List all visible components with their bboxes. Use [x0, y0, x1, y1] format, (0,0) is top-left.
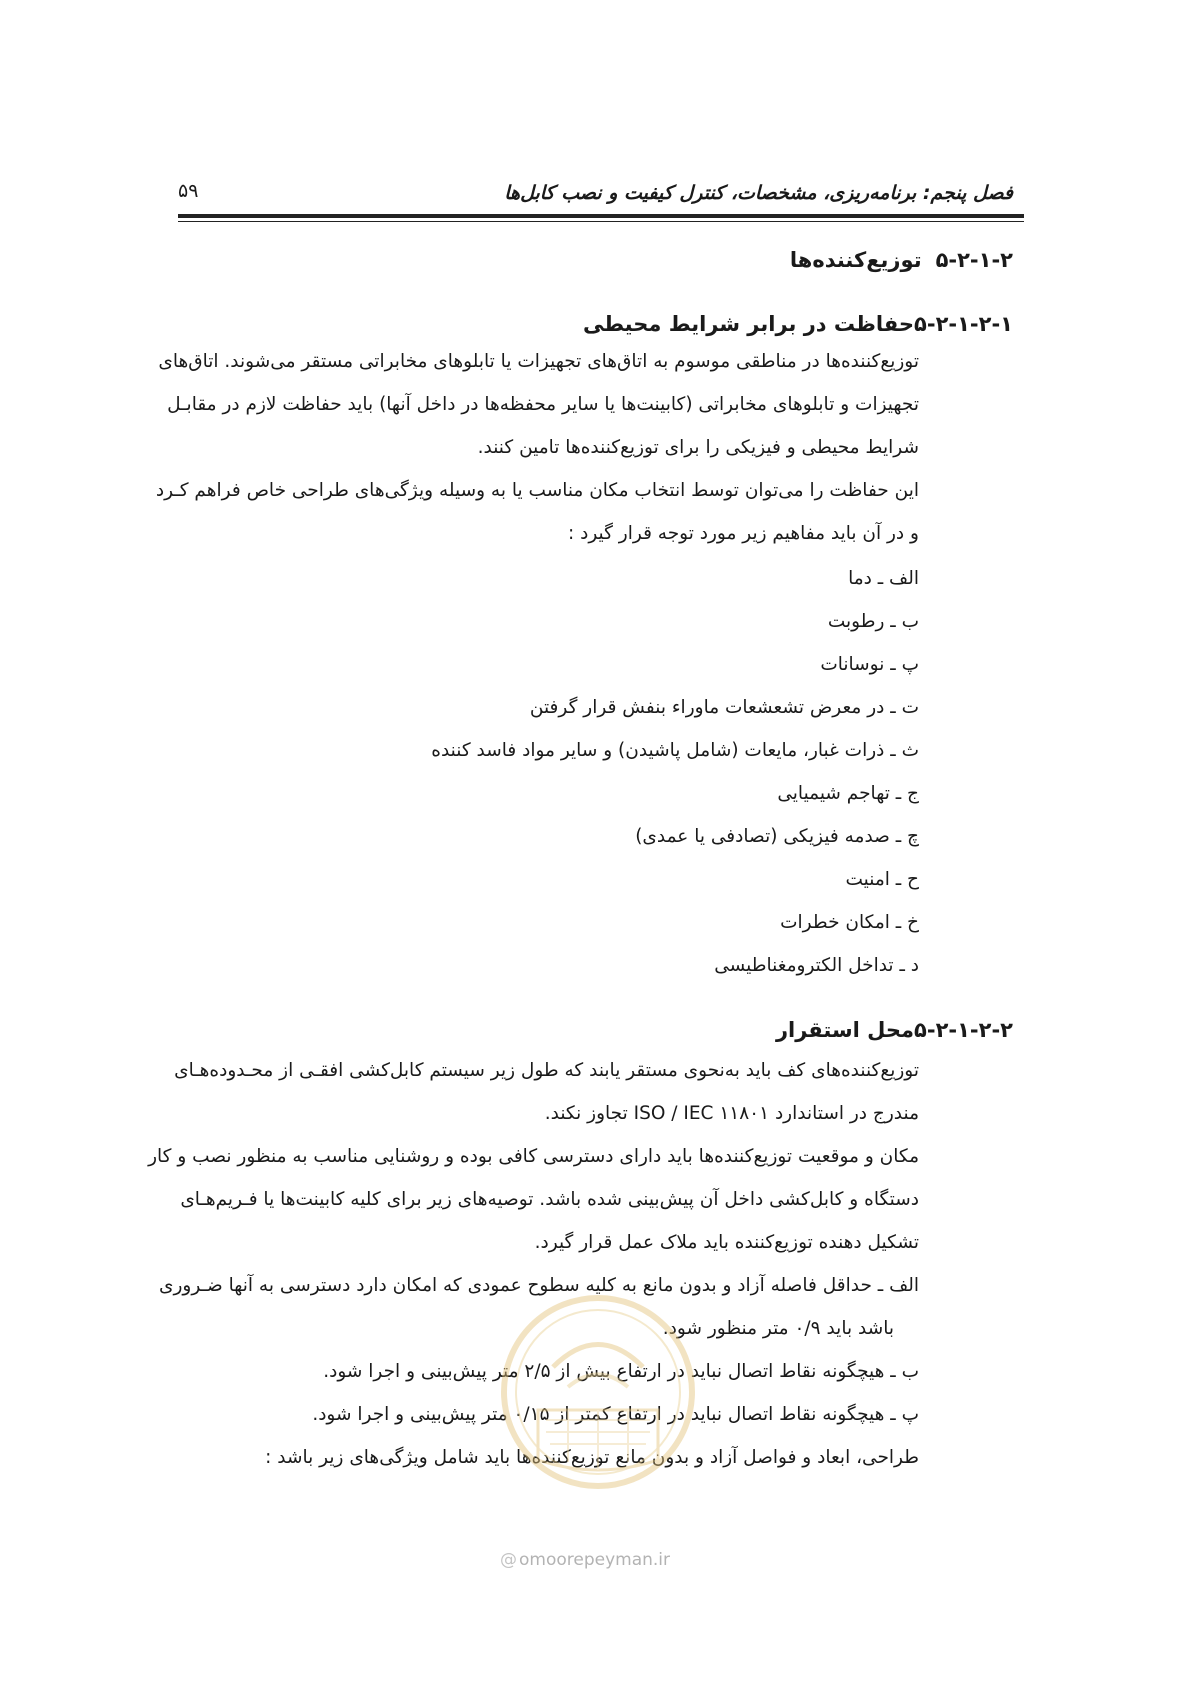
list-item: د ـ تداخل الکترومغناطیسی — [714, 955, 919, 976]
header-rule-thick — [178, 214, 1024, 218]
watermark-url-text: omoorepeyman.ir — [519, 1550, 671, 1570]
paragraph-line: الف ـ حداقل فاصله آزاد و بدون مانع به کلیه سطوح عمودی که امکان دارد دسترسی به آنها ضـروری — [159, 1275, 919, 1296]
list-item: پ ـ نوسانات — [820, 654, 919, 675]
paragraph-line: مکان و موقعیت توزیع‌کننده‌ها باید دارای دسترسی کافی بوده و روشنایی مناسب به منظور نصب و کار — [148, 1146, 919, 1167]
chapter-title: فصل پنجم: برنامه‌ریزی، مشخصات، کنترل کیفیت و نصب کابل‌ها — [504, 182, 1013, 204]
list-item: الف ـ دما — [848, 568, 919, 589]
paragraph-line: شرایط محیطی و فیزیکی را برای توزیع‌کننده‌ها تامین کنند. — [477, 437, 919, 458]
paragraph-line: و در آن باید مفاهیم زیر مورد توجه قرار گیرد : — [567, 523, 919, 544]
list-item: ث ـ ذرات غبار، مایعات (شامل پاشیدن) و سایر مواد فاسد کننده — [431, 740, 919, 761]
paragraph-line: باشد باید ۰/۹ متر منظور شود. — [662, 1318, 894, 1339]
section-number: ۵-۲-۱-۲ — [935, 248, 1013, 272]
paragraph-line: توزیع‌کننده‌های کف باید به‌نحوی مستقر یابند که طول زیر سیستم کابل‌کشی افقـی از محـدوده‌هـای — [174, 1060, 919, 1081]
watermark-url — [500, 1550, 670, 1570]
paragraph-line: این حفاظت را می‌توان توسط انتخاب مکان مناسب یا به وسیله ویژگی‌های طراحی خاص فراهم کـرد — [155, 480, 919, 501]
list-item: خ ـ امکان خطرات — [780, 912, 919, 933]
paragraph-line: تجهیزات و تابلوهای مخابراتی (کابینت‌ها یا سایر محفظه‌ها در داخل آنها) باید حفاظت لازم در مقابـل — [167, 394, 919, 415]
paragraph-line: طراحی، ابعاد و فواصل آزاد و بدون مانع توزیع‌کننده‌ها باید شامل ویژگی‌های زیر باشد : — [265, 1447, 919, 1468]
paragraph-line: مندرج در استاندارد ۱۱۸۰۱ ISO / IEC تجاوز نکند. — [544, 1103, 919, 1124]
subsection-heading-location: ۵-۲-۱-۲-۲محل استقرار — [775, 1018, 1013, 1042]
list-item: چ ـ صدمه فیزیکی (تصادفی یا عمدی) — [635, 826, 919, 847]
list-item: ج ـ تهاجم شیمیایی — [777, 783, 919, 804]
paragraph-line: دستگاه و کابل‌کشی داخل آن پیش‌بینی شده باشد. توصیه‌های زیر برای کلیه کابینت‌ها یا فـریم‌هـای — [180, 1189, 919, 1210]
paragraph-line: پ ـ هیچگونه نقاط اتصال نباید در ارتفاع کمتر از ۰/۱۵ متر پیش‌بینی و اجرا شود. — [312, 1404, 919, 1425]
section-title: توزیع‌کننده‌ها — [789, 248, 922, 272]
list-item: ب ـ رطوبت — [827, 611, 919, 632]
header-rule-thin — [178, 221, 1024, 222]
list-item: ت ـ در معرض تشعشعات ماوراء بنفش قرار گرفتن — [529, 697, 919, 718]
section-heading — [790, 248, 1013, 272]
subsection-heading-environment: ۵-۲-۱-۲-۱حفاظت در برابر شرایط محیطی — [582, 312, 1013, 336]
paragraph-line: ب ـ هیچگونه نقاط اتصال نباید در ارتفاع بیش از ۲/۵ متر پیش‌بینی و اجرا شود. — [323, 1361, 919, 1382]
watermark-logo-icon — [498, 1292, 698, 1492]
paragraph-line: توزیع‌کننده‌ها در مناطقی موسوم به اتاق‌های تجهیزات یا تابلوهای مخابراتی مستقر می‌شوند. اتاق‌های — [158, 351, 919, 372]
page-number: ۵۹ — [178, 180, 199, 202]
at-symbol: @ — [500, 1550, 517, 1570]
list-item: ح ـ امنیت — [845, 869, 919, 890]
paragraph-line: تشکیل دهنده توزیع‌کننده باید ملاک عمل قرار گیرد. — [534, 1232, 919, 1253]
